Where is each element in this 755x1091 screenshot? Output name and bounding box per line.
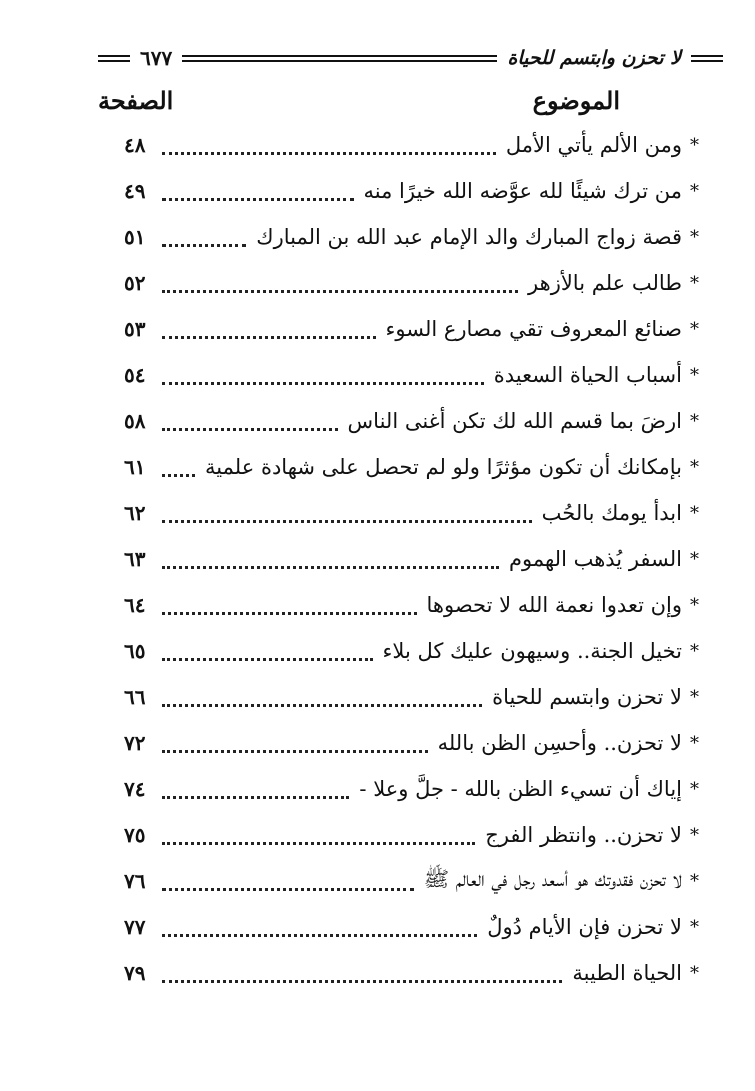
star-bullet-icon: * [690, 916, 699, 938]
entry-page-number: ٤٩ [124, 179, 146, 203]
entry-page-number: ٧٧ [124, 915, 146, 939]
toc-entry [124, 906, 699, 948]
entry-page-number: ٧٩ [124, 961, 146, 985]
entry-title: الحياة الطيبة [572, 961, 682, 985]
entry-page-number: ٦١ [124, 455, 146, 479]
entry-page-number: ٥٤ [124, 363, 146, 387]
star-bullet-icon: * [690, 180, 699, 202]
entry-page-number: ٦٥ [124, 639, 146, 663]
dot-leader [162, 738, 428, 753]
toc-entry [124, 262, 699, 304]
entry-page-number: ٧٤ [124, 777, 146, 801]
toc-entry [124, 354, 699, 396]
star-bullet-icon: * [690, 824, 699, 846]
entry-title: ابدأ يومك بالحُب [541, 501, 682, 525]
dot-leader [162, 186, 354, 201]
toc-entry [124, 860, 699, 902]
header-rule-middle [182, 55, 497, 62]
entry-title: لا تحزن.. وأحسِن الظن بالله [437, 731, 682, 755]
dot-leader [162, 278, 518, 293]
star-bullet-icon: * [690, 778, 699, 800]
entry-page-number: ٦٦ [124, 685, 146, 709]
entry-page-number: ٥٨ [124, 409, 146, 433]
entry-title: بإمكانك أن تكون مؤثرًا ولو لم تحصل على شهادة علمية [205, 455, 682, 479]
toc-entry [124, 814, 699, 856]
toc-entry [124, 538, 699, 580]
dot-leader [162, 232, 246, 247]
entry-page-number: ٥٢ [124, 271, 146, 295]
entry-page-number: ٦٢ [124, 501, 146, 525]
dot-leader [162, 692, 482, 707]
dot-leader [162, 140, 496, 155]
entry-page-number: ٧٢ [124, 731, 146, 755]
star-bullet-icon: * [690, 318, 699, 340]
header-rule-right [691, 55, 723, 62]
dot-leader [162, 462, 195, 477]
dot-leader [162, 508, 532, 523]
toc-entry [124, 630, 699, 672]
running-header [98, 40, 723, 76]
entry-page-number: ٥١ [124, 225, 146, 249]
star-bullet-icon: * [690, 226, 699, 248]
dot-leader [162, 876, 414, 891]
book-title: لا تحزن وابتسم للحياة [507, 47, 681, 69]
dot-leader [162, 968, 562, 983]
star-bullet-icon: * [690, 364, 699, 386]
star-bullet-icon: * [690, 134, 699, 156]
entry-title: قصة زواج المبارك والد الإمام عبد الله بن المبارك [256, 225, 682, 249]
star-bullet-icon: * [690, 686, 699, 708]
dot-leader [162, 324, 376, 339]
entry-title: وإن تعدوا نعمة الله لا تحصوها [426, 593, 682, 617]
entry-title: ومن الألم يأتي الأمل [505, 133, 682, 157]
toc-entry [124, 492, 699, 534]
entry-page-number: ٥٣ [124, 317, 146, 341]
star-bullet-icon: * [690, 962, 699, 984]
toc-entry [124, 722, 699, 764]
dot-leader [162, 416, 338, 431]
toc-entry [124, 676, 699, 718]
star-bullet-icon: * [690, 410, 699, 432]
toc-entry [124, 308, 699, 350]
star-bullet-icon: * [690, 548, 699, 570]
entry-title: السفر يُذهب الهموم [509, 547, 682, 571]
star-bullet-icon: * [690, 456, 699, 478]
entry-title: لا تحزن فإن الأيام دُولٌ [487, 915, 682, 939]
toc-entry [124, 446, 699, 488]
entry-title: إياك أن تسيء الظن بالله - جلَّ وعلا - [359, 777, 682, 801]
dot-leader [162, 554, 499, 569]
toc-entry [124, 170, 699, 212]
star-bullet-icon: * [690, 732, 699, 754]
entry-title: من ترك شيئًا لله عوَّضه الله خيرًا منه [363, 179, 682, 203]
toc-column-headings [98, 80, 630, 120]
page-number: ٦٧٧ [140, 46, 173, 70]
dot-leader [162, 830, 475, 845]
entry-page-number: ٤٨ [124, 133, 146, 157]
toc-entry [124, 400, 699, 442]
entry-title: طالب علم بالأزهر [528, 271, 682, 295]
header-rule-left [98, 55, 130, 62]
dot-leader [162, 646, 373, 661]
entry-title: لا تحزن فقدوتك هو أسعد رجل في العالم ﷺ [423, 866, 682, 891]
toc-entry [124, 124, 699, 166]
star-bullet-icon: * [690, 272, 699, 294]
dot-leader [162, 370, 484, 385]
page-column-heading: الصفحة [98, 85, 174, 115]
star-bullet-icon: * [690, 870, 699, 892]
entry-title: صنائع المعروف تقي مصارع السوء [385, 317, 682, 341]
entry-title: لا تحزن وابتسم للحياة [492, 685, 682, 709]
entry-page-number: ٧٦ [124, 869, 146, 893]
entry-title: تخيل الجنة.. وسيهون عليك كل بلاء [382, 639, 682, 663]
toc-entry [124, 952, 699, 994]
toc-entry [124, 768, 699, 810]
toc-entry [124, 216, 699, 258]
subject-column-heading: الموضوع [532, 85, 620, 115]
entry-page-number: ٧٥ [124, 823, 146, 847]
star-bullet-icon: * [690, 594, 699, 616]
entry-page-number: ٦٣ [124, 547, 146, 571]
entry-title: لا تحزن.. وانتظر الفرج [485, 823, 682, 847]
star-bullet-icon: * [690, 502, 699, 524]
dot-leader [162, 922, 477, 937]
toc-entry [124, 584, 699, 626]
dot-leader [162, 600, 417, 615]
entry-title: ارضَ بما قسم الله لك تكن أغنى الناس [347, 409, 682, 433]
entry-page-number: ٦٤ [124, 593, 146, 617]
star-bullet-icon: * [690, 640, 699, 662]
dot-leader [162, 784, 349, 799]
entry-title: أسباب الحياة السعيدة [493, 363, 682, 387]
